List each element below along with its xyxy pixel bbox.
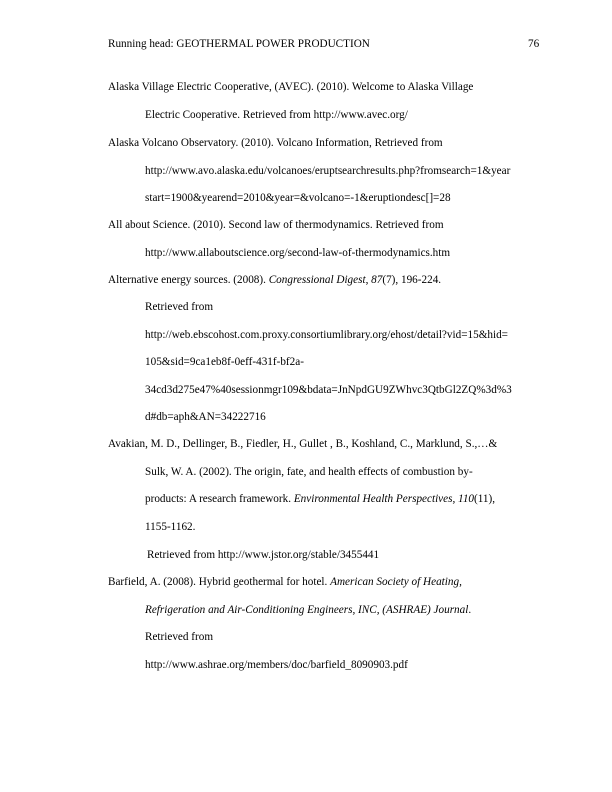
reference-congressional-line-6: d#db=aph&AN=34222716 (145, 411, 266, 423)
reference-avakian-line-2: Sulk, W. A. (2002). The origin, fate, and health effects of combustion by- (145, 466, 473, 478)
reference-allaboutscience-line-2: http://www.allaboutscience.org/second-law-of-thermodynamics.htm (145, 247, 451, 259)
reference-congressional-line-1: Alternative energy sources. (2008). Congressional Digest, 87(7), 196-224. (108, 274, 442, 286)
reference-avo-line-3: start=1900&yearend=2010&year=&volcano=-1&eruptiondesc[]=28 (145, 192, 451, 204)
reference-barfield-line-1: Barfield, A. (2008). Hybrid geothermal for hotel. American Society of Heating, (108, 576, 462, 588)
reference-avo-line-1: Alaska Volcano Observatory. (2010). Volcano Information, Retrieved from (108, 137, 443, 149)
journal-title: Environmental Health Perspectives, 110 (293, 493, 475, 505)
reference-avec-line-2: Electric Cooperative. Retrieved from http://www.avec.org/ (145, 109, 408, 121)
reference-barfield-line-3: Retrieved from (145, 631, 214, 643)
journal-title: American Society of Heating, (330, 576, 462, 588)
reference-avakian-line-3: products: A research framework. Environmental Health Perspectives, 110(11), (145, 493, 496, 505)
reference-avec-line-1: Alaska Village Electric Cooperative, (AVEC). (2010). Welcome to Alaska Village (108, 81, 474, 93)
reference-avakian-line-5: Retrieved from http://www.jstor.org/stable/3455441 (147, 549, 380, 561)
journal-title: Congressional Digest (268, 274, 366, 286)
reference-barfield-line-2: Refrigeration and Air-Conditioning Engineers, INC, (ASHRAE) Journal. (145, 604, 472, 616)
reference-congressional-line-4: 105&sid=9ca1eb8f-0eff-431f-bf2a- (145, 356, 304, 368)
page-number: 76 (528, 38, 540, 50)
reference-avakian-line-1: Avakian, M. D., Dellinger, B., Fiedler, H., Gullet , B., Koshland, C., Marklund, S.,…& (108, 438, 498, 450)
reference-allaboutscience-line-1: All about Science. (2010). Second law of thermodynamics. Retrieved from (108, 219, 444, 231)
reference-congressional-line-3: http://web.ebscohost.com.proxy.consortiumlibrary.org/ehost/detail?vid=15&hid= (145, 329, 508, 341)
running-head: Running head: GEOTHERMAL POWER PRODUCTION (108, 38, 370, 50)
reference-congressional-line-2: Retrieved from (145, 301, 214, 313)
reference-avo-line-2: http://www.avo.alaska.edu/volcanoes/eruptsearchresults.php?fromsearch=1&year (145, 165, 511, 177)
reference-congressional-line-5: 34cd3d275e47%40sessionmgr109&bdata=JnNpdGU9ZWhvc3QtbGl2ZQ%3d%3 (145, 384, 512, 396)
journal-volume: 87 (371, 274, 383, 286)
reference-avakian-line-4: 1155-1162. (145, 521, 196, 533)
journal-title: Refrigeration and Air-Conditioning Engineers, INC, (ASHRAE) Journal (145, 604, 469, 616)
reference-barfield-line-4: http://www.ashrae.org/members/doc/barfield_8090903.pdf (145, 659, 408, 671)
